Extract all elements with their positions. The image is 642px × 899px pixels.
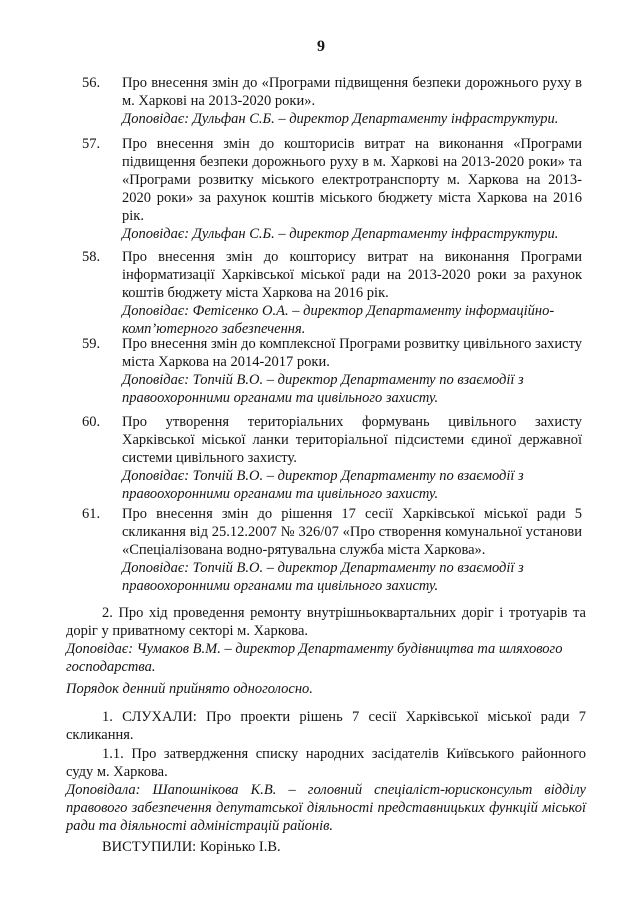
- speaker-label: Доповідає:: [122, 372, 190, 388]
- speaker-name: Шапошнікова К.В. – головний спеціаліст-юрисконсульт відділу правового забезпечення депутатської діяльності представницьких функцій міської ради та діяльності адміністрацій районів.: [66, 782, 586, 834]
- item-number: 59.: [82, 336, 101, 352]
- item-title: Про внесення змін до кошторисів витрат на виконання «Програми підвищення безпеки дорожнього руху в м. Харкові на 2013-2020 роки» та «Програми розвитку міського електротранспорту м. Харкова на 2013-2020 роки» за рахунок коштів міського бюджету міста Харкова на 2016 рік.: [122, 136, 582, 224]
- item-title: Про внесення змін до комплексної Програми розвитку цивільного захисту міста Харкова на 2014-2017 роки.: [122, 336, 582, 370]
- agenda-item-58: [82, 248, 582, 338]
- item-title: Про внесення змін до рішення 17 сесії Харківської міської ради 5 скликання від 25.12.2007 № 326/07 «Про створення комунальної установи «Спеціалізована водно-рятувальна служба міста Харкова».: [122, 506, 582, 558]
- item-number: 57.: [82, 136, 101, 152]
- speaker-name: Фетісенко О.А. – директор Департаменту інформаційно-комп’ютерного забезпечення.: [122, 303, 555, 337]
- agenda-adopted-note: Порядок денний прийнято одноголосно.: [66, 681, 313, 697]
- item-speaker: [122, 225, 582, 243]
- item-number: 61.: [82, 506, 101, 522]
- heard-section: 1. СЛУХАЛИ: Про проекти рішень 7 сесії Харківської міської ради 7 скликання.: [66, 709, 586, 743]
- agenda-item-61: [82, 505, 582, 595]
- section-2-text: 2. Про хід проведення ремонту внутрішньоквартальних доріг і тротуарів та доріг у приватному секторі м. Харкова.: [66, 605, 586, 639]
- item-title: Про утворення територіальних формувань цивільного захисту Харківської міської ланки територіальної підсистеми єдиної державної системи цивільного захисту.: [122, 414, 582, 466]
- subitem-text: 1.1. Про затвердження списку народних засідателів Київського районного суду м. Харкова.: [66, 746, 586, 780]
- speaker-label: Доповідає:: [122, 226, 190, 242]
- item-speaker: [122, 110, 582, 128]
- speaker-label: Доповідає:: [122, 468, 190, 484]
- speaker-label: Доповідає:: [122, 303, 190, 319]
- agenda-item-57: [82, 135, 582, 243]
- item-speaker: [122, 559, 582, 595]
- speaker-label: Доповідає:: [122, 111, 190, 127]
- subitem-1-1: [66, 745, 586, 835]
- page-number: 9: [317, 38, 325, 55]
- agenda-item-59: [82, 335, 582, 407]
- speaker-name: Чумаков В.М. – директор Департаменту будівництва та шляхового господарства.: [66, 641, 563, 675]
- item-speaker: [122, 467, 582, 503]
- agenda-item-56: [82, 74, 582, 128]
- speaker-label: Доповідала:: [66, 782, 141, 798]
- speaker-label: Доповідає:: [66, 641, 134, 657]
- spoke-section: ВИСТУПИЛИ: Корінько І.В.: [102, 839, 281, 855]
- section-2-speaker: [66, 640, 586, 676]
- speaker-name: Дульфан С.Б. – директор Департаменту інфраструктури.: [189, 226, 559, 242]
- speaker-name: Топчій В.О. – директор Департаменту по взаємодії з правоохоронними органами та цивільного захисту.: [122, 560, 524, 594]
- speaker-name: Топчій В.О. – директор Департаменту по взаємодії з правоохоронними органами та цивільного захисту.: [122, 372, 524, 406]
- item-speaker: [122, 371, 582, 407]
- item-title: Про внесення змін до кошторису витрат на виконання Програми інформатизації Харківської міської ради на 2013-2020 роки за рахунок коштів бюджету міста Харкова на 2016 рік.: [122, 249, 582, 301]
- item-number: 60.: [82, 414, 101, 430]
- speaker-name: Дульфан С.Б. – директор Департаменту інфраструктури.: [189, 111, 559, 127]
- item-speaker: [122, 302, 582, 338]
- speaker-label: Доповідає:: [122, 560, 190, 576]
- item-number: 56.: [82, 75, 101, 91]
- agenda-section-2: [66, 604, 586, 676]
- agenda-item-60: [82, 413, 582, 503]
- subitem-speaker: [66, 781, 586, 835]
- item-title: Про внесення змін до «Програми підвищення безпеки дорожнього руху в м. Харкові на 2013-2020 роки».: [122, 75, 582, 109]
- speaker-name: Топчій В.О. – директор Департаменту по взаємодії з правоохоронними органами та цивільного захисту.: [122, 468, 524, 502]
- item-number: 58.: [82, 249, 101, 265]
